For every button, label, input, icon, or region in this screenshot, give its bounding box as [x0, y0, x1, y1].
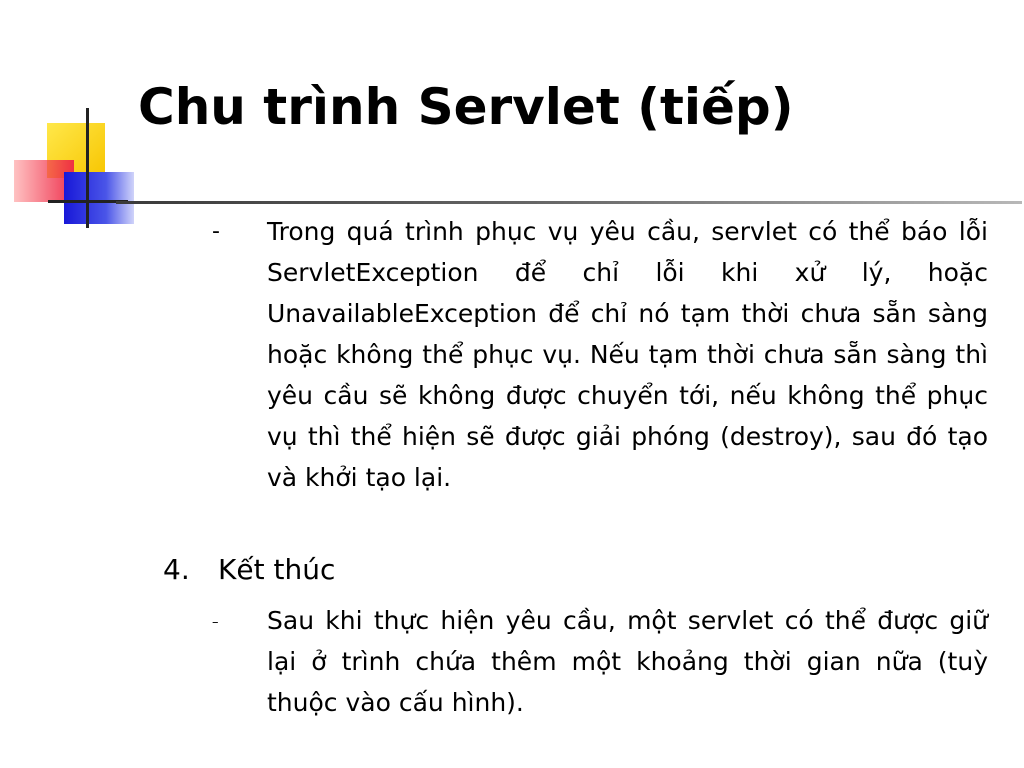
- numbered-item-text: Kết thúc: [218, 553, 336, 586]
- sub-bullet-item: [212, 211, 988, 498]
- sub-bullet-text: Sau khi thực hiện yêu cầu, một servlet có thể được giữ lại ở trình chứa thêm một khoảng thời gian nữa (tuỳ thuộc vào cấu hình).: [267, 606, 988, 717]
- sub-bullet-text: Trong quá trình phục vụ yêu cầu, servlet có thể báo lỗi ServletException để chỉ lỗi khi xử lý, hoặc UnavailableException để chỉ nó tạm thời chưa sẵn sàng hoặc không thể phục vụ. Nếu tạm thời chưa sẵn sàng thì yêu cầu sẽ không được chuyển tới, nếu không thể phục vụ thì thể hiện sẽ được giải phóng (destroy), sau đó tạo và khởi tạo lại.: [267, 217, 988, 492]
- dash-bullet: -: [212, 219, 220, 244]
- slide-title: Chu trình Servlet (tiếp): [138, 78, 794, 136]
- sub-bullet-item: [212, 600, 988, 723]
- item-number: 4.: [163, 553, 190, 586]
- dash-bullet: –: [212, 615, 219, 630]
- numbered-item: [163, 548, 763, 592]
